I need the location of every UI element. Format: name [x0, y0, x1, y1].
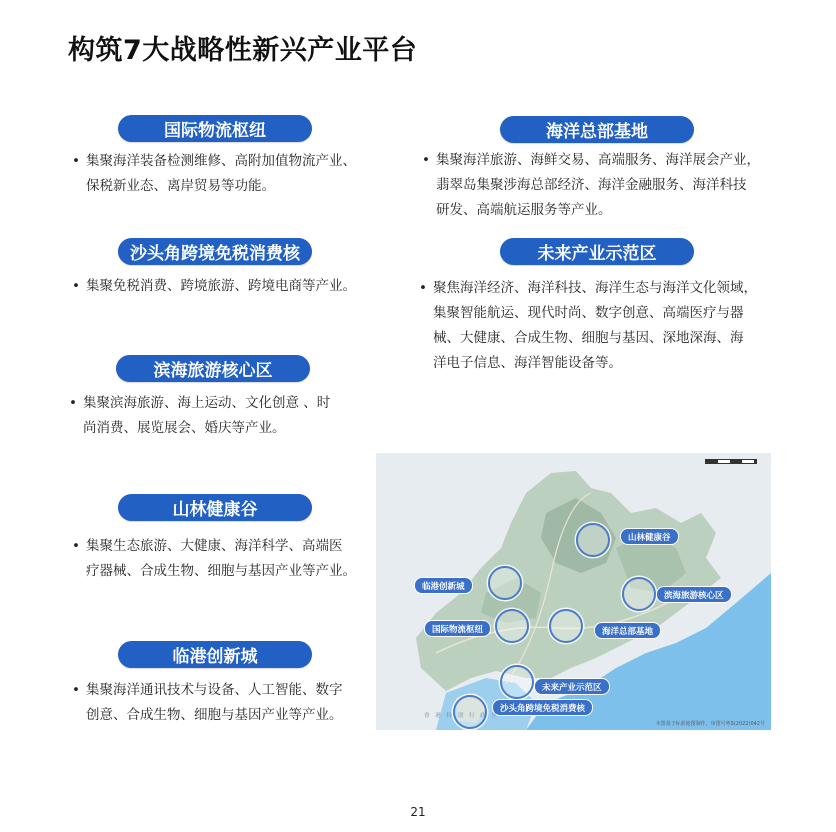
desc-line: 聚焦海洋经济、海洋科技、海洋生态与海洋文化领域， [433, 280, 757, 296]
desc-line: 保税新业态、离岸贸易等功能。 [86, 178, 275, 194]
section-pill-coastal-tourism: 滨海旅游核心区 [116, 355, 310, 382]
map-sea-name: 香 港 特 别 行 政 区 [424, 713, 499, 719]
desc-line: 械、大健康、合成生物、细胞与基因、深地深海、海 [433, 330, 744, 346]
section-desc-port-innovation-city [72, 678, 386, 728]
map-label-future-industry: 未来产业示范区 [534, 678, 610, 695]
map-marker-marine-hq [549, 609, 583, 643]
map-label-port-innovation-city: 临港创新城 [414, 577, 473, 594]
section-desc-forest-health-valley [72, 534, 386, 584]
desc-line: 疗器械、合成生物、细胞与基因产业等产业。 [86, 563, 356, 579]
map-label-coastal-tourism: 滨海旅游核心区 [656, 586, 732, 603]
map-label-shatoujiao-duty-free: 沙头角跨境免税消费核 [492, 699, 593, 716]
bullet: • [69, 395, 77, 411]
section-pill-forest-health-valley: 山林健康谷 [118, 494, 312, 521]
desc-line: 研发、高端航运服务等产业。 [436, 202, 612, 218]
map-marker-forest-health-valley [576, 523, 610, 557]
bullet: • [72, 153, 80, 169]
bullet: • [422, 152, 430, 168]
section-pill-marine-hq: 海洋总部基地 [500, 116, 694, 143]
desc-line: 洋电子信息、海洋智能设备等。 [433, 355, 622, 371]
desc-line: 集聚海洋旅游、海鲜交易、高端服务、海洋展会产业， [436, 152, 760, 168]
desc-line: 尚消费、展览展会、婚庆等产业。 [83, 420, 286, 436]
page-title: 构筑7大战略性新兴产业平台 [68, 35, 418, 66]
map-scale-bar [705, 459, 757, 464]
map-marker-coastal-tourism [622, 577, 656, 611]
section-desc-shatoujiao-duty-free [72, 274, 386, 299]
bullet: • [72, 682, 80, 698]
map-marker-logistics-hub [495, 609, 529, 643]
page-number: 21 [410, 805, 426, 819]
desc-line: 创意、合成生物、细胞与基因产业等产业。 [86, 707, 343, 723]
bullet: • [72, 538, 80, 554]
desc-line: 集聚生态旅游、大健康、海洋科学、高端医 [86, 538, 343, 554]
section-desc-logistics-hub [72, 149, 386, 199]
map-marker-future-industry [500, 665, 534, 699]
section-desc-future-industry [419, 276, 803, 376]
section-pill-future-industry: 未来产业示范区 [500, 238, 694, 265]
map-marker-port-innovation-city [488, 566, 522, 600]
map-label-logistics-hub: 国际物流枢纽 [424, 620, 491, 637]
desc-line: 集聚海洋通讯技术与设备、人工智能、数字 [86, 682, 343, 698]
bullet: • [72, 278, 80, 294]
bullet: • [419, 280, 427, 296]
desc-line: 集聚免税消费、跨境旅游、跨境电商等产业。 [86, 278, 356, 294]
section-desc-coastal-tourism [69, 391, 383, 441]
desc-line: 集聚海洋装备检测维修、高附加值物流产业、 [86, 153, 356, 169]
section-desc-marine-hq [422, 148, 796, 223]
map-label-marine-hq: 海洋总部基地 [594, 622, 661, 639]
map-label-forest-health-valley: 山林健康谷 [620, 528, 679, 545]
section-pill-logistics-hub: 国际物流枢纽 [118, 115, 312, 142]
section-pill-shatoujiao-duty-free: 沙头角跨境免税消费核 [118, 238, 312, 265]
desc-line: 翡翠岛集聚涉海总部经济、海洋金融服务、海洋科技 [436, 177, 747, 193]
area-map [376, 453, 771, 730]
desc-line: 集聚滨海旅游、海上运动、文化创意 、时 [83, 395, 331, 411]
map-approval-note: 本图基于标准地图制作，审图号粤S(2022)042号 [655, 721, 765, 727]
section-pill-port-innovation-city: 临港创新城 [118, 641, 312, 668]
desc-line: 集聚智能航运、现代时尚、数字创意、高端医疗与器 [433, 305, 744, 321]
